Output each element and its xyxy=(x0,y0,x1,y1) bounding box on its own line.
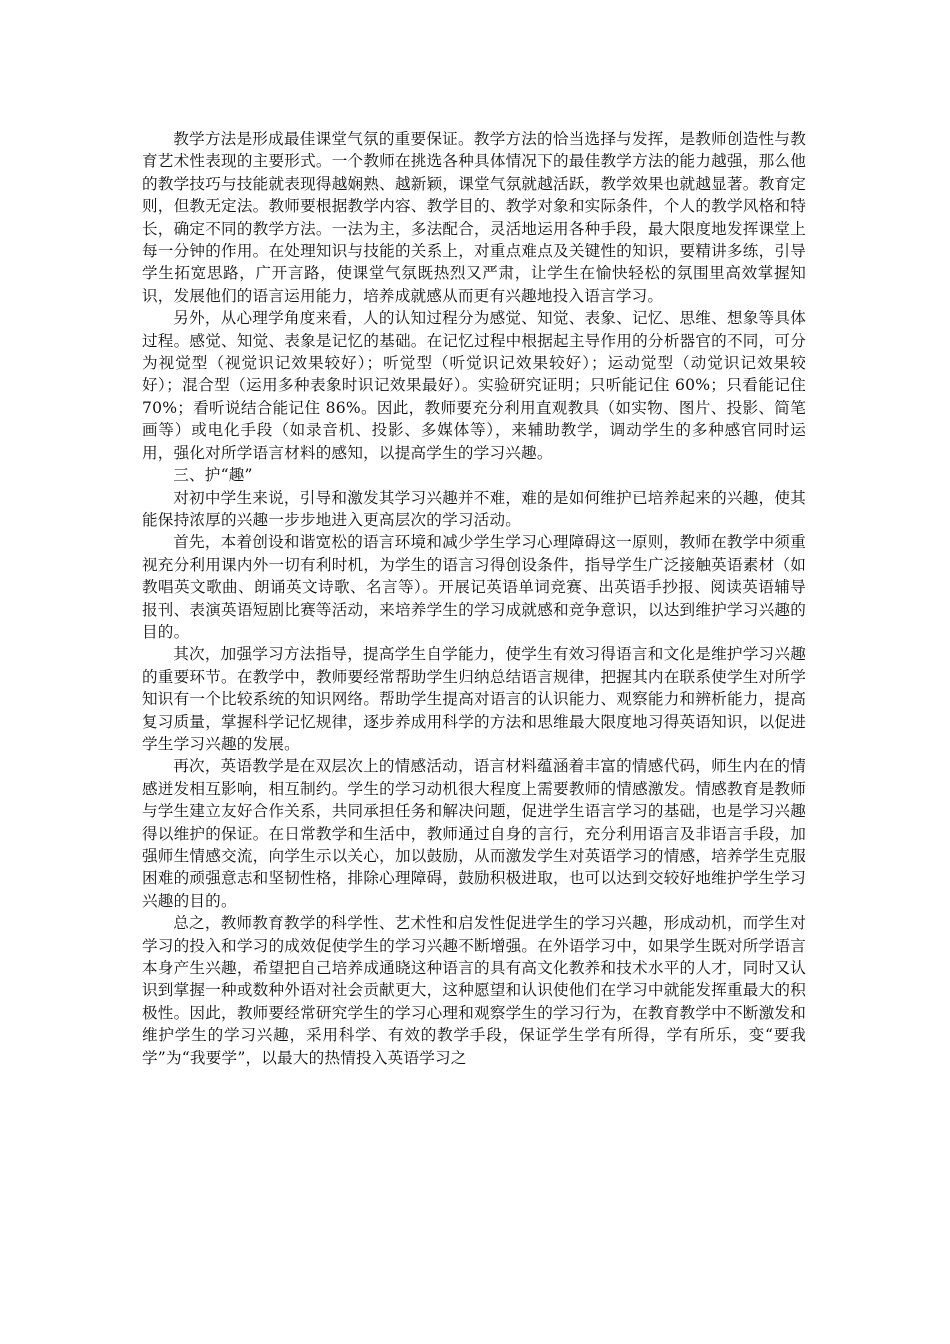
paragraph-teaching-methods: 教学方法是形成最佳课堂气氛的重要保证。教学方法的恰当选择与发挥，是教师创造性与教育艺术性表现的主要形式。一个教师在挑选各种具体情况下的最佳教学方法的能力越强，那么他的教学技巧与技能就表现得越娴熟、越新颖，课堂气氛就越活跃，教学效果也就越显著。教育定则，但教无定法。教师要根据教学内容、教学目的、教学对象和实际条件，个人的教学风格和特长，确定不同的教学方法。一法为主，多法配合，灵活地运用各种手段，最大限度地发挥课堂上每一分钟的作用。在处理知识与技能的关系上，对重点难点及关键性的知识，要精讲多练，引导学生拓宽思路，广开言路，使课堂气氛既热烈又严肃，让学生在愉快轻松的氛围里高效掌握知识，发展他们的语言运用能力，培养成就感从而更有兴趣地投入语言学习。 xyxy=(142,130,806,305)
document-page xyxy=(142,128,806,1069)
paragraph-first: 首先，本着创设和谐宽松的语言环境和减少学生学习心理障碍这一原则，教师在教学中须重视充分利用课内外一切有利时机，为学生的语言习得创设条件，指导学生广泛接触英语素材（如教唱英文歌曲、朗诵英文诗歌、名言等）。开展记英语单词竞赛、出英语手抄报、阅读英语辅导报刊、表演英语短剧比赛等活动，来培养学生的学习成就感和竞争意识，以达到维护学习兴趣的目的。 xyxy=(142,533,806,641)
paragraph-third: 再次，英语教学是在双层次上的情感活动，语言材料蕴涵着丰富的情感代码，师生内在的情感迸发相互影响，相互制约。学生的学习动机很大程度上需要教师的情感激发。情感教育是教师与学生建立友好合作关系，共同承担任务和解决问题，促进学生语言学习的基础，也是学习兴趣得以维护的保证。在日常教学和生活中，教师通过自身的言行，充分利用语言及非语言手段，加强师生情感交流，向学生示以关心，加以鼓励，从而激发学生对英语学习的情感，培养学生克服困难的顽强意志和坚韧性格，排除心理障碍，鼓励积极进取，也可以达到交较好地维护学生学习兴趣的目的。 xyxy=(142,757,806,910)
paragraph-psychology: 另外，从心理学角度来看，人的认知过程分为感觉、知觉、表象、记忆、思维、想象等具体过程。感觉、知觉、表象是记忆的基础。在记忆过程中根据起主导作用的分析器官的不同，可分为视觉型（视觉识记效果较好）；听觉型（听觉识记效果较好）；运动觉型（动觉识记效果较好）；混合型（运用多种表象时识记效果最好）。实验研究证明；只听能记住 60%；只看能记住 70%；看听说结合能记住 86%。因此，教师要充分利用直观教具（如实物、图片、投影、简笔画等）或电化手段（如录音机、投影、多媒体等），来辅助教学，调动学生的多种感官同时运用，强化对所学语言材料的感知，以提高学生的学习兴趣。 xyxy=(142,309,806,462)
paragraph-second: 其次，加强学习方法指导，提高学生自学能力，使学生有效习得语言和文化是维护学习兴趣的重要环节。在教学中，教师要经常帮助学生归纳总结语言规律，把握其内在联系使学生对所学知识有一个比较系统的知识网络。帮助学生提高对语言的认识能力、观察能力和辨析能力，提高复习质量，掌握科学记忆规律，逐步养成用科学的方法和思维最大限度地习得英语知识，以促进学生学习兴趣的发展。 xyxy=(142,645,806,753)
section-heading: 三、护“趣” xyxy=(173,466,253,485)
paragraph-conclusion: 总之，教师教育教学的科学性、艺术性和启发性促进学生的学习兴趣，形成动机，而学生对学习的投入和学习的成效促使学生的学习兴趣不断增强。在外语学习中，如果学生既对所学语言本身产生兴趣，希望把自己培养成通晓这种语言的具有高文化教养和技术水平的人才，同时又认识到掌握一种或数种外语对社会贡献更大，这种愿望和认识使他们在学习中就能发挥重最大的积极性。因此，教师要经常研究学生的学习心理和观察学生的学习行为，在教育教学中不断激发和维护学生的学习兴趣，采用科学、有效的教学手段，保证学生学有所得，学有所乐，变“要我学”为“我要学”，以最大的热情投入英语学习之 xyxy=(142,914,806,1067)
paragraph-maintain-interest: 对初中学生来说，引导和激发其学习兴趣并不难，难的是如何维护已培养起来的兴趣，使其能保持浓厚的兴趣一步步地进入更高层次的学习活动。 xyxy=(142,488,806,529)
